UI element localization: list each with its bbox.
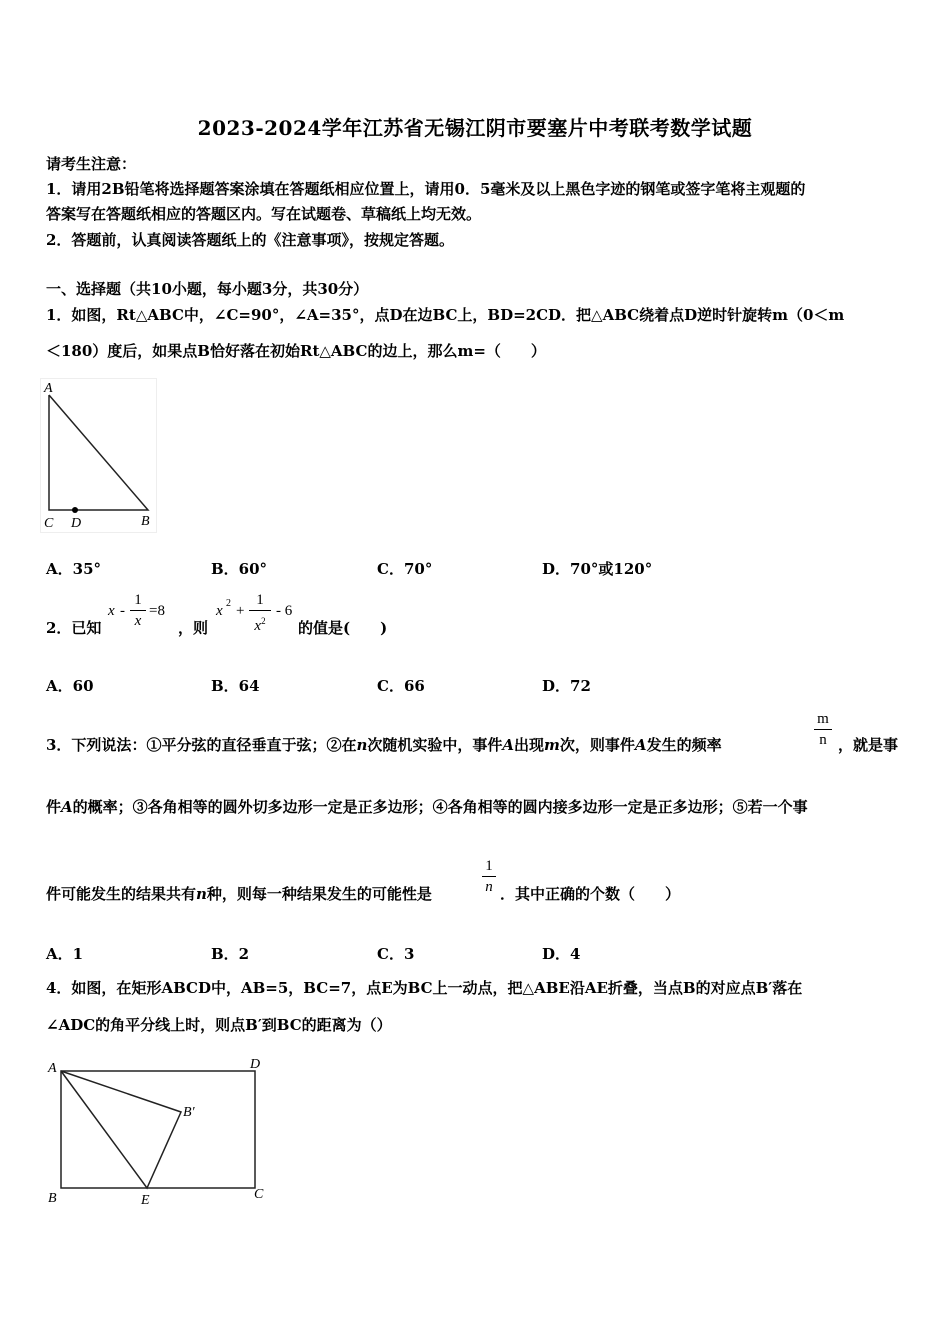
- notice-heading: 请考生注意：: [46, 155, 137, 173]
- q2-expr2-x: x: [216, 603, 223, 619]
- q2-expr1-equals: =8: [149, 603, 165, 619]
- q4-line-2: ∠ADC的角平分线上时，则点B′到BC的距离为（）: [46, 1016, 392, 1034]
- q2-expr2-numerator: 1: [256, 592, 264, 608]
- q4-line-1: 4．如图，在矩形ABCD中，AB=5，BC=7，点E为BC上一动点，把△ABE沿AE折叠，当点B的对应点B′落在: [46, 979, 803, 997]
- q3-line-3: 件可能发生的结果共有n种，则每一种结果发生的可能性是: [46, 885, 432, 903]
- q3-option-d: D．4: [542, 945, 581, 963]
- q3-line-1: 3．下列说法：①平分弦的直径垂直于弦；②在n次随机实验中，事件A出现m次，则事件A发生的频率: [46, 736, 722, 754]
- q1-line-2: ＜180）度后，如果点B恰好落在初始Rt△ABC的边上，那么m=（ ）: [46, 342, 546, 360]
- q2-expr1-denominator: x: [134, 613, 142, 629]
- q4-rectangle-shape: [61, 1071, 255, 1188]
- q3-fraction2-denominator: n: [485, 879, 493, 895]
- page-title: 2023-2024学年江苏省无锡江阴市要塞片中考联考数学试题: [197, 116, 753, 140]
- q4-label-b: B: [48, 1191, 57, 1206]
- section-heading: 一、选择题（共10小题，每小题3分，共30分）: [46, 280, 369, 298]
- q2-expr2-tail: - 6: [276, 603, 293, 619]
- q3-probability-fraction: [482, 858, 496, 895]
- q2-option-a: A．60: [46, 677, 94, 695]
- q1-option-b: B．60°: [211, 560, 268, 578]
- q2-prefix: 2．已知: [46, 619, 102, 637]
- notice-item-2: 2．答题前，认真阅读答题纸上的《注意事项》，按规定答题。: [46, 231, 454, 249]
- q2-expr1-x: x: [108, 603, 115, 619]
- q3-option-a: A．1: [46, 945, 84, 963]
- q1-label-d: D: [71, 516, 82, 531]
- q2-expr2-denominator: $x^2$: [254, 616, 266, 634]
- q2-suffix: 的值是( ): [298, 619, 388, 637]
- notice-item-1a: 1．请用2B铅笔将选择题答案涂填在答题纸相应位置上，请用0．5毫米及以上黑色字迹的钢笔或签字笔将主观题的: [46, 180, 806, 198]
- q2-option-b: B．64: [211, 677, 260, 695]
- q1-option-c: C．70°: [377, 560, 433, 578]
- q3-option-b: B．2: [211, 945, 250, 963]
- q3-fraction1-numerator: m: [817, 711, 829, 727]
- q1-point-d: [72, 507, 78, 513]
- q2-expr1-minus: -: [120, 603, 125, 619]
- q2-option-d: D．72: [542, 677, 591, 695]
- q3-line-2: 件A的概率；③各角相等的圆外切多边形一定是正多边形；④各角相等的圆内接多边形一定是正多边形；⑤若一个事: [46, 798, 808, 816]
- q2-expr1-numerator: 1: [134, 592, 142, 608]
- q2-expr1-fraction: [130, 592, 146, 629]
- q4-label-a: A: [48, 1061, 57, 1076]
- q3-line-1-end: ，就是事: [838, 736, 899, 754]
- q3-option-c: C．3: [377, 945, 415, 963]
- q1-label-c: C: [44, 516, 54, 531]
- q1-triangle-figure: [40, 378, 165, 538]
- q1-option-a: A．35°: [46, 560, 102, 578]
- q3-fraction1-denominator: n: [819, 732, 827, 748]
- q4-rectangle-figure: [40, 1050, 280, 1215]
- q4-label-bprime: B′: [183, 1105, 195, 1120]
- q2-expr2-plus: +: [236, 603, 245, 619]
- q1-line-1: 1．如图，Rt△ABC中，∠C=90°，∠A=35°，点D在边BC上，BD=2CD．把△ABC绕着点D逆时针旋转m（0＜m: [46, 306, 845, 324]
- q4-label-e: E: [141, 1193, 150, 1208]
- q3-frequency-fraction: [814, 711, 832, 748]
- q1-triangle-shape: [49, 395, 148, 510]
- q3-line-3-end: ．其中正确的个数（ ）: [500, 885, 681, 903]
- q4-fold-triangle: [61, 1071, 181, 1188]
- q4-label-d: D: [250, 1057, 261, 1072]
- q1-label-a: A: [44, 381, 53, 396]
- q2-expr2-exponent: 2: [226, 598, 231, 609]
- q4-label-c: C: [254, 1187, 264, 1202]
- q2-expr2-fraction: [249, 592, 271, 634]
- q1-label-b: B: [141, 514, 150, 529]
- q2-option-c: C．66: [377, 677, 425, 695]
- q3-fraction2-numerator: 1: [485, 858, 493, 874]
- notice-item-1b: 答案写在答题纸相应的答题区内。写在试题卷、草稿纸上均无效。: [46, 205, 482, 223]
- q2-mid: ，则: [178, 619, 209, 637]
- q1-option-d: D．70°或120°: [542, 560, 653, 578]
